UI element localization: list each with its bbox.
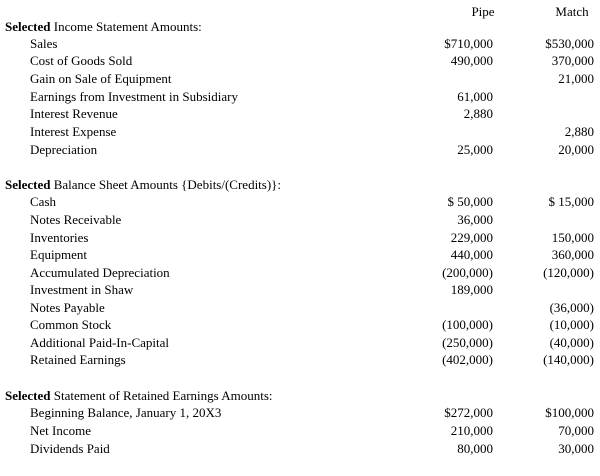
- row-label: Beginning Balance, January 1, 20X3: [30, 405, 222, 420]
- pipe-value: 61,000: [457, 89, 493, 104]
- pipe-value: $272,000: [444, 405, 493, 420]
- heading-bold-word: Selected: [5, 19, 51, 34]
- table-row: [0, 299, 600, 317]
- heading-text: Balance Sheet Amounts {Debits/(Credits)}:: [50, 177, 282, 192]
- row-label: Interest Revenue: [30, 106, 118, 121]
- pipe-value: (200,000): [442, 265, 493, 280]
- row-label: Inventories: [30, 230, 89, 245]
- row-label: Additional Paid-In-Capital: [30, 335, 170, 350]
- column-header-pipe: Pipe: [471, 4, 495, 19]
- heading-text: Statement of Retained Earnings Amounts:: [50, 388, 273, 403]
- pipe-value: (402,000): [442, 352, 493, 367]
- section-heading-retained-earnings: [0, 387, 600, 405]
- column-header-match: Match: [555, 4, 589, 19]
- row-label: Cost of Goods Sold: [30, 53, 133, 68]
- section-heading-balance-sheet: [0, 176, 600, 194]
- table-row: [0, 351, 600, 369]
- match-value: (40,000): [549, 335, 594, 350]
- pipe-value: (100,000): [442, 317, 493, 332]
- table-row: [0, 404, 600, 422]
- table-row: [0, 334, 600, 352]
- row-label: Net Income: [30, 423, 92, 438]
- table-row: [0, 193, 600, 211]
- heading-text: Income Statement Amounts:: [50, 19, 202, 34]
- table-row: [0, 52, 600, 70]
- match-value: 20,000: [558, 142, 594, 157]
- match-value: $530,000: [545, 36, 594, 51]
- match-value: 30,000: [558, 441, 594, 456]
- pipe-value: $710,000: [444, 36, 493, 51]
- section-heading-income-statement: [0, 18, 600, 36]
- pipe-value: 80,000: [457, 441, 493, 456]
- heading-bold-word: Selected: [5, 388, 51, 403]
- match-value: 2,880: [564, 124, 594, 139]
- match-value: $100,000: [545, 405, 594, 420]
- row-label: Accumulated Depreciation: [30, 265, 170, 280]
- table-row: [0, 35, 600, 53]
- table-row: [0, 229, 600, 247]
- match-value: 70,000: [558, 423, 594, 438]
- pipe-value: 229,000: [450, 230, 493, 245]
- pipe-value: $ 50,000: [447, 194, 493, 209]
- row-label: Equipment: [30, 247, 88, 262]
- row-label: Investment in Shaw: [30, 282, 134, 297]
- match-value: (120,000): [543, 265, 594, 280]
- table-row: [0, 422, 600, 440]
- row-label: Cash: [30, 194, 56, 209]
- pipe-value: 210,000: [450, 423, 493, 438]
- match-value: (10,000): [549, 317, 594, 332]
- table-row: [0, 316, 600, 334]
- pipe-value: (250,000): [442, 335, 493, 350]
- table-row: [0, 70, 600, 88]
- pipe-value: 490,000: [450, 53, 493, 68]
- pipe-value: 25,000: [457, 142, 493, 157]
- row-label: Common Stock: [30, 317, 112, 332]
- table-row: [0, 123, 600, 141]
- pipe-value: 440,000: [450, 247, 493, 262]
- table-row: [0, 88, 600, 106]
- match-value: 370,000: [551, 53, 594, 68]
- pipe-value: 2,880: [463, 106, 493, 121]
- match-value: 360,000: [551, 247, 594, 262]
- table-row: [0, 281, 600, 299]
- row-label: Retained Earnings: [30, 352, 126, 367]
- row-label: Notes Payable: [30, 300, 105, 315]
- table-row: [0, 440, 600, 458]
- table-row: [0, 246, 600, 264]
- row-label: Sales: [30, 36, 58, 51]
- match-value: $ 15,000: [548, 194, 594, 209]
- row-label: Notes Receivable: [30, 212, 122, 227]
- table-row: [0, 141, 600, 159]
- row-label: Earnings from Investment in Subsidiary: [30, 89, 238, 104]
- table-row: [0, 211, 600, 229]
- row-label: Interest Expense: [30, 124, 117, 139]
- table-row: [0, 264, 600, 282]
- match-value: 150,000: [551, 230, 594, 245]
- table-row: [0, 105, 600, 123]
- match-value: (140,000): [543, 352, 594, 367]
- row-label: Depreciation: [30, 142, 98, 157]
- pipe-value: 189,000: [450, 282, 493, 297]
- match-value: 21,000: [558, 71, 594, 86]
- pipe-value: 36,000: [457, 212, 493, 227]
- heading-bold-word: Selected: [5, 177, 51, 192]
- match-value: (36,000): [549, 300, 594, 315]
- row-label: Gain on Sale of Equipment: [30, 71, 172, 86]
- row-label: Dividends Paid: [30, 441, 110, 456]
